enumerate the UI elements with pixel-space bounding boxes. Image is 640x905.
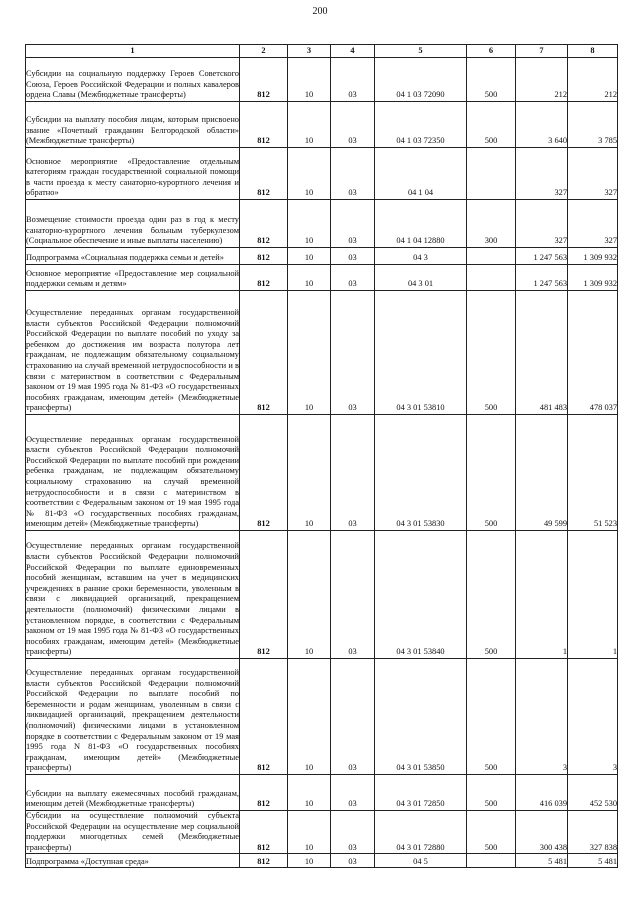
cell-amount-1: 49 599 <box>516 415 568 531</box>
column-header: 6 <box>467 45 516 58</box>
cell-ministry: 812 <box>240 148 288 200</box>
cell-expense-type <box>467 248 516 265</box>
cell-target-article: 04 3 <box>375 248 467 265</box>
cell-expense-type: 500 <box>467 531 516 659</box>
row-name: Подпрограмма «Социальная поддержка семьи и детей» <box>26 248 240 265</box>
table-row <box>26 659 618 775</box>
row-name: Субсидии на социальную поддержку Героев Советского Союза, Героев Российской Федерации и полных кавалеров ордена Славы (Межбюджетные трансферты) <box>26 58 240 102</box>
cell-amount-2: 478 037 <box>568 291 618 415</box>
cell-target-article: 04 3 01 <box>375 265 467 291</box>
cell-target-article: 04 1 03 72090 <box>375 58 467 102</box>
cell-expense-type: 500 <box>467 811 516 854</box>
cell-ministry: 812 <box>240 248 288 265</box>
cell-amount-2: 51 523 <box>568 415 618 531</box>
row-name: Основное мероприятие «Предоставление мер социальной поддержки семьям и детям» <box>26 265 240 291</box>
row-name: Субсидии на выплату ежемесячных пособий гражданам, имеющим детей (Межбюджетные трансферты) <box>26 775 240 811</box>
cell-ministry: 812 <box>240 811 288 854</box>
cell-ministry: 812 <box>240 659 288 775</box>
table-row <box>26 148 618 200</box>
cell-expense-type: 500 <box>467 415 516 531</box>
column-header: 4 <box>331 45 375 58</box>
cell-amount-1: 481 483 <box>516 291 568 415</box>
cell-target-article: 04 5 <box>375 854 467 868</box>
cell-amount-1: 300 438 <box>516 811 568 854</box>
row-name: Осуществление переданных органам государственной власти субъектов Российской Федерации полномочий Российской Федерации по выплате пособий по беременности и родам женщинам, уволенным в связи с ликвидацией организаций, прекращением деятельности (полномочий) физическими лицами в установленном порядке в соответствии с Федеральным законом от 19 мая 1995 года N 81-ФЗ «О государственных пособиях гражданам, имеющим детей» (Межбюджетные трансферты) <box>26 659 240 775</box>
cell-expense-type: 500 <box>467 775 516 811</box>
cell-amount-2: 452 530 <box>568 775 618 811</box>
cell-amount-2: 5 481 <box>568 854 618 868</box>
cell-expense-type: 500 <box>467 58 516 102</box>
cell-section: 10 <box>288 854 331 868</box>
cell-expense-type: 500 <box>467 659 516 775</box>
cell-ministry: 812 <box>240 58 288 102</box>
table-row <box>26 811 618 854</box>
cell-section: 10 <box>288 265 331 291</box>
column-header: 1 <box>26 45 240 58</box>
cell-amount-2: 3 <box>568 659 618 775</box>
cell-section: 10 <box>288 200 331 248</box>
cell-subsection: 03 <box>331 265 375 291</box>
cell-section: 10 <box>288 775 331 811</box>
cell-subsection: 03 <box>331 248 375 265</box>
cell-ministry: 812 <box>240 415 288 531</box>
cell-section: 10 <box>288 148 331 200</box>
row-name: Осуществление переданных органам государственной власти субъектов Российской Федерации полномочий Российской Федерации по выплате пособий при рождении ребенка гражданам, не подлежащим обязательному социальному страхованию на случай временной нетрудоспособности и в связи с материнством в соответствии с Федеральным законом от 19 мая 1995 года № 81-ФЗ «О государственных пособиях гражданам, имеющим детей» (Межбюджетные трансферты) <box>26 415 240 531</box>
column-header: 5 <box>375 45 467 58</box>
cell-amount-2: 1 309 932 <box>568 265 618 291</box>
cell-target-article: 04 3 01 53850 <box>375 659 467 775</box>
cell-section: 10 <box>288 58 331 102</box>
cell-ministry: 812 <box>240 265 288 291</box>
page-number: 200 <box>312 6 328 17</box>
cell-section: 10 <box>288 659 331 775</box>
cell-amount-2: 1 <box>568 531 618 659</box>
cell-ministry: 812 <box>240 291 288 415</box>
cell-amount-1: 416 039 <box>516 775 568 811</box>
table-row <box>26 291 618 415</box>
table-row <box>26 415 618 531</box>
row-name: Субсидии на выплату пособия лицам, которым присвоено звание «Почетный гражданин Белгородской области» (Межбюджетные трансферты) <box>26 102 240 148</box>
cell-target-article: 04 3 01 72850 <box>375 775 467 811</box>
table-row <box>26 58 618 102</box>
cell-target-article: 04 3 01 53810 <box>375 291 467 415</box>
column-header: 7 <box>516 45 568 58</box>
cell-section: 10 <box>288 415 331 531</box>
cell-target-article: 04 1 04 <box>375 148 467 200</box>
cell-amount-1: 3 <box>516 659 568 775</box>
cell-subsection: 03 <box>331 200 375 248</box>
cell-ministry: 812 <box>240 531 288 659</box>
row-name: Основное мероприятие «Предоставление отдельным категориям граждан государственной социальной помощи в части проезда к месту санаторно-курортного лечения и обратно» <box>26 148 240 200</box>
row-name: Осуществление переданных органам государственной власти субъектов Российской Федерации полномочий Российской Федерации по выплате единовременных пособий женщинам, вставшим на учет в медицинских учреждениях в ранние сроки беременности, уволенным в связи с ликвидацией организаций, прекращением деятельности (полномочий) физическими лицами в установленном порядке, в соответствии с Федеральным законом от 19 мая 1995 года № 81-ФЗ «О государственных пособиях гражданам, имеющим детей» (Межбюджетные трансферты) <box>26 531 240 659</box>
cell-amount-1: 3 640 <box>516 102 568 148</box>
cell-expense-type: 500 <box>467 102 516 148</box>
cell-subsection: 03 <box>331 854 375 868</box>
cell-ministry: 812 <box>240 775 288 811</box>
cell-target-article: 04 3 01 53830 <box>375 415 467 531</box>
cell-subsection: 03 <box>331 148 375 200</box>
cell-section: 10 <box>288 248 331 265</box>
budget-table <box>25 44 618 868</box>
cell-ministry: 812 <box>240 102 288 148</box>
cell-amount-2: 327 <box>568 148 618 200</box>
cell-target-article: 04 3 01 53840 <box>375 531 467 659</box>
cell-target-article: 04 1 03 72350 <box>375 102 467 148</box>
cell-section: 10 <box>288 531 331 659</box>
cell-amount-1: 5 481 <box>516 854 568 868</box>
column-header: 8 <box>568 45 618 58</box>
cell-expense-type: 500 <box>467 291 516 415</box>
cell-ministry: 812 <box>240 200 288 248</box>
cell-subsection: 03 <box>331 291 375 415</box>
column-header: 3 <box>288 45 331 58</box>
cell-amount-1: 212 <box>516 58 568 102</box>
cell-subsection: 03 <box>331 102 375 148</box>
cell-section: 10 <box>288 102 331 148</box>
table-row <box>26 248 618 265</box>
table-row <box>26 265 618 291</box>
cell-amount-2: 212 <box>568 58 618 102</box>
cell-expense-type <box>467 265 516 291</box>
cell-amount-1: 1 247 563 <box>516 265 568 291</box>
cell-target-article: 04 3 01 72880 <box>375 811 467 854</box>
cell-amount-1: 1 247 563 <box>516 248 568 265</box>
cell-subsection: 03 <box>331 775 375 811</box>
table-row <box>26 200 618 248</box>
row-name: Осуществление переданных органам государственной власти субъектов Российской Федерации полномочий Российской Федерации по выплате пособий по уходу за ребенком до достижения им возраста полутора лет гражданам, не подлежащим обязательному социальному страхованию на случай временной нетрудоспособности и в связи с материнством в соответствии с Федеральным законом от 19 мая 1995 года № 81-ФЗ «О государственных пособиях гражданам, имеющим детей» (Межбюджетные трансферты) <box>26 291 240 415</box>
row-name: Подпрограмма «Доступная среда» <box>26 854 240 868</box>
column-header-row <box>26 45 618 58</box>
cell-subsection: 03 <box>331 659 375 775</box>
cell-subsection: 03 <box>331 811 375 854</box>
cell-amount-2: 1 309 932 <box>568 248 618 265</box>
cell-subsection: 03 <box>331 531 375 659</box>
cell-expense-type: 300 <box>467 200 516 248</box>
cell-expense-type <box>467 148 516 200</box>
table-row <box>26 775 618 811</box>
cell-subsection: 03 <box>331 58 375 102</box>
cell-amount-1: 327 <box>516 200 568 248</box>
row-name: Возмещение стоимости проезда один раз в год к месту санаторно-курортного лечения больным туберкулезом (Социальное обеспечение и иные выплаты населению) <box>26 200 240 248</box>
table-row <box>26 102 618 148</box>
cell-section: 10 <box>288 811 331 854</box>
cell-amount-2: 3 785 <box>568 102 618 148</box>
column-header: 2 <box>240 45 288 58</box>
cell-ministry: 812 <box>240 854 288 868</box>
table-row <box>26 531 618 659</box>
cell-subsection: 03 <box>331 415 375 531</box>
cell-target-article: 04 1 04 12880 <box>375 200 467 248</box>
row-name: Субсидии на осуществление полномочий субъекта Российской Федерации на осуществление мер социальной поддержки многодетных семей (Межбюджетные трансферты) <box>26 811 240 854</box>
cell-amount-2: 327 838 <box>568 811 618 854</box>
cell-expense-type <box>467 854 516 868</box>
table-row <box>26 854 618 868</box>
cell-amount-2: 327 <box>568 200 618 248</box>
cell-amount-1: 1 <box>516 531 568 659</box>
cell-section: 10 <box>288 291 331 415</box>
cell-amount-1: 327 <box>516 148 568 200</box>
